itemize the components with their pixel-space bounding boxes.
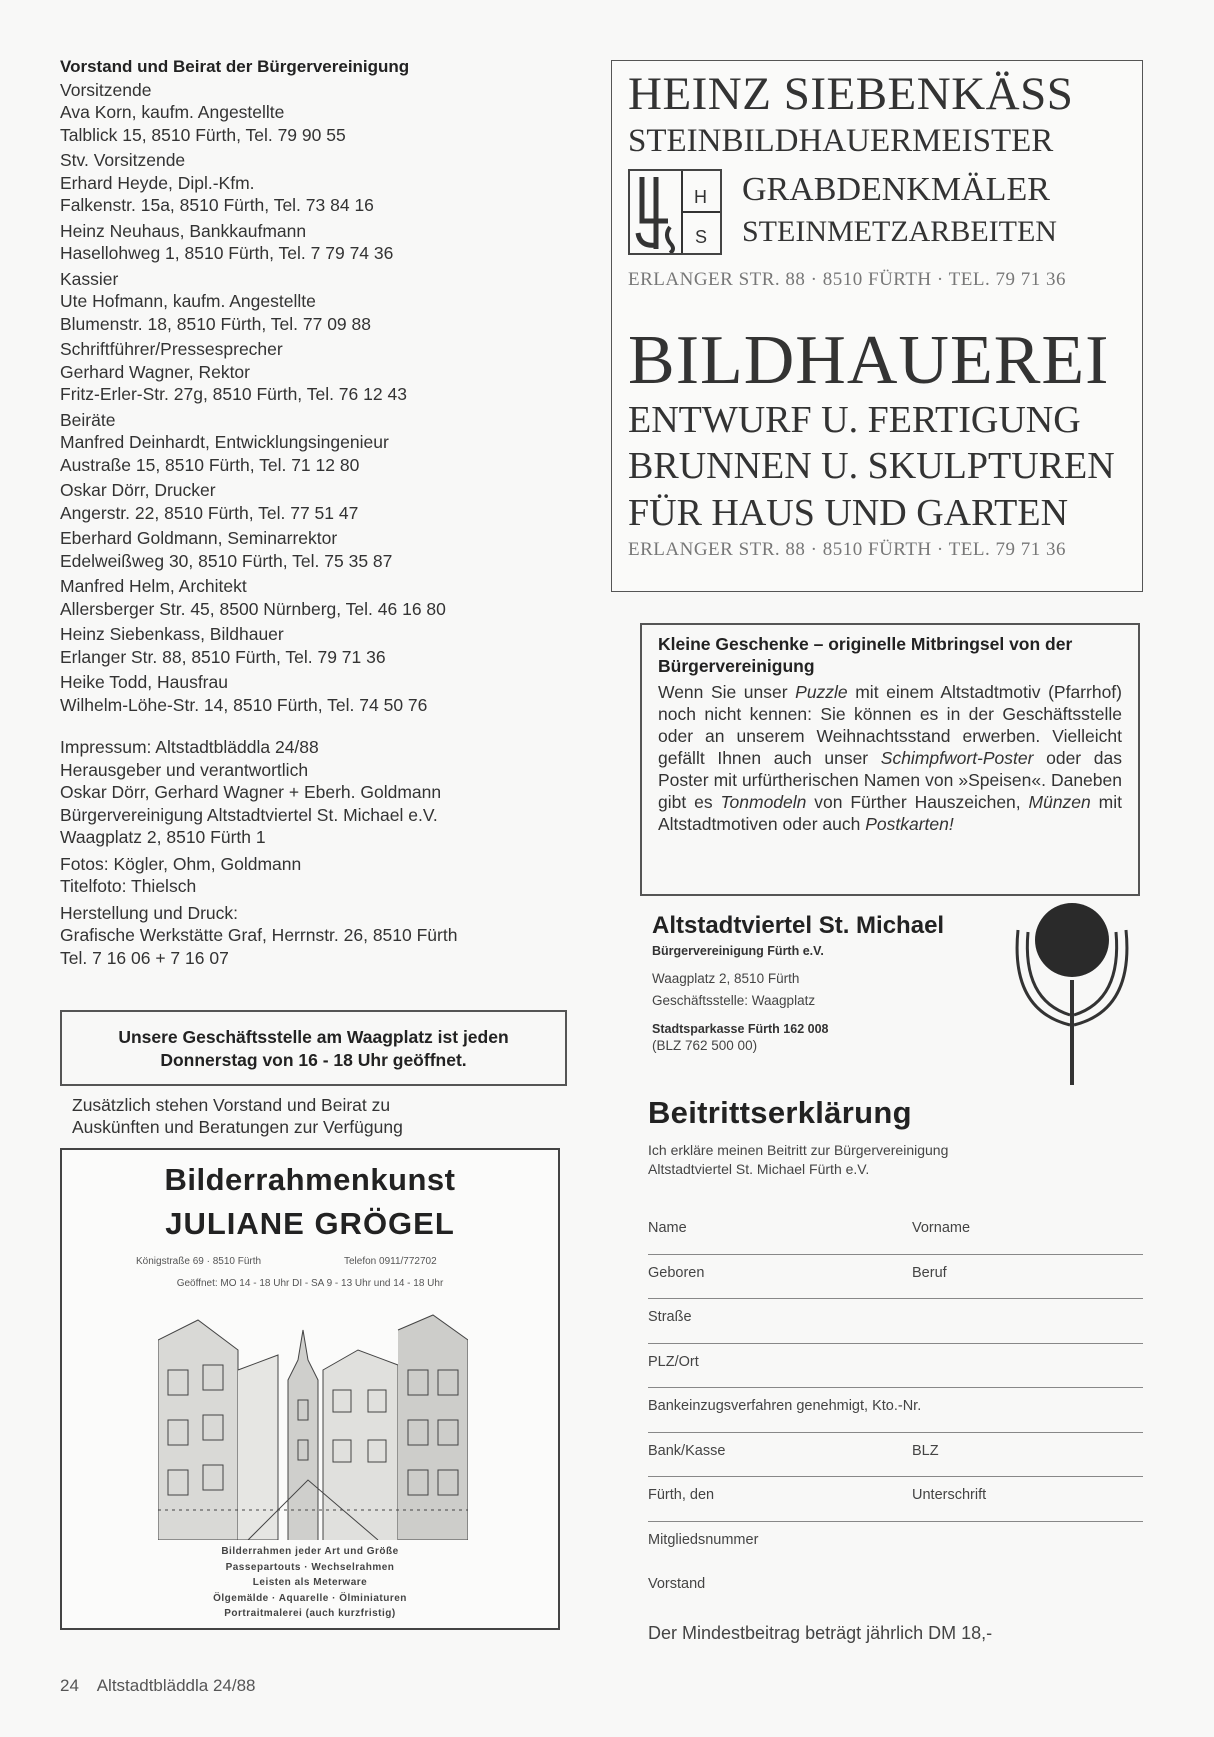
form-row-vorstand[interactable] — [648, 1566, 1143, 1611]
member-address: Hasellohweg 1, 8510 Fürth, Tel. 7 79 74 36 — [60, 243, 394, 263]
page-footer — [60, 1676, 256, 1696]
ad-line: BRUNNEN U. SKULPTUREN — [628, 445, 1115, 487]
association-logo-icon — [1010, 900, 1135, 1090]
impressum-line: Herstellung und Druck: — [60, 902, 238, 923]
member-address: Allersberger Str. 45, 8500 Nürnberg, Tel. 46 16 80 — [60, 598, 446, 619]
member-entry — [60, 338, 580, 406]
member-name: Heinz Siebenkass, Bildhauer — [60, 624, 284, 644]
membership-section — [648, 1095, 1148, 1179]
member-entry — [60, 575, 580, 620]
logo-letter-h: H — [694, 187, 707, 207]
impressum-line: Titelfoto: Thielsch — [60, 876, 197, 896]
member-role: Vorsitzende — [60, 79, 152, 100]
form-row-mitglied[interactable] — [648, 1522, 1143, 1567]
frame-shop-ad — [60, 1148, 560, 1630]
impressum-line: Waagplatz 2, 8510 Fürth 1 — [60, 827, 266, 847]
service-line: Passepartouts · Wechselrahmen — [225, 1561, 395, 1573]
member-role: Schriftführer/Pressesprecher — [60, 339, 283, 359]
member-entry — [60, 268, 580, 336]
member-address: Wilhelm-Löhe-Str. 14, 8510 Fürth, Tel. 74 50 76 — [60, 694, 428, 715]
member-address: Falkenstr. 15a, 8510 Fürth, Tel. 73 84 16 — [60, 195, 374, 215]
membership-title: Beitrittserklärung — [648, 1095, 912, 1130]
ad-services — [62, 1544, 558, 1622]
member-address: Austraße 15, 8510 Fürth, Tel. 71 12 80 — [60, 454, 360, 475]
association-subtitle: Bürgervereinigung Fürth e.V. — [652, 944, 824, 958]
association-blz: (BLZ 762 500 00) — [652, 1038, 758, 1053]
member-entry — [60, 527, 580, 572]
association-office: Geschäftsstelle: Waagplatz — [652, 993, 816, 1008]
minimum-fee: Der Mindestbeitrag beträgt jährlich DM 18,- — [648, 1623, 993, 1643]
form-row-geboren[interactable] — [648, 1255, 1143, 1300]
member-name: Ute Hofmann, kaufm. Angestellte — [60, 291, 316, 311]
member-name: Heike Todd, Hausfrau — [60, 672, 228, 692]
impressum-line: Tel. 7 16 06 + 7 16 07 — [60, 947, 229, 968]
strasse-field-label: Straße — [648, 1309, 692, 1325]
bankeinzug-field-label: Bankeinzugsverfahren genehmigt, Kto.-Nr. — [648, 1398, 922, 1414]
member-name: Oskar Dörr, Drucker — [60, 480, 216, 500]
membership-intro: Ich erkläre meinen Beitritt zur Bürgervereinigung Altstadtviertel St. Michael Fürth e.V. — [648, 1142, 949, 1177]
logo-letter-s: S — [695, 227, 708, 247]
member-address: Angerstr. 22, 8510 Fürth, Tel. 77 51 47 — [60, 502, 359, 523]
page-number: 24 — [60, 1676, 79, 1695]
impressum-line: Grafische Werkstätte Graf, Herrnstr. 26, 8510 Fürth — [60, 925, 458, 945]
beruf-field-label: Beruf — [912, 1264, 947, 1281]
member-address: Edelweißweg 30, 8510 Fürth, Tel. 75 35 87 — [60, 550, 393, 571]
member-address: Fritz-Erler-Str. 27g, 8510 Fürth, Tel. 76 12 43 — [60, 384, 407, 404]
member-entry — [60, 479, 580, 524]
member-address: Blumenstr. 18, 8510 Fürth, Tel. 77 09 88 — [60, 313, 371, 334]
publication-title: Altstadtbläddla 24/88 — [96, 1676, 256, 1695]
ad-phone: Telefon 0911/772702 — [344, 1256, 437, 1267]
board-heading: Vorstand und Beirat der Bürgervereinigung — [60, 57, 410, 76]
member-role: Beiräte — [60, 409, 116, 430]
service-line: Portraitmalerei (auch kurzfristig) — [224, 1608, 396, 1619]
ad-address: ERLANGER STR. 88 · 8510 FÜRTH · TEL. 79 71 36 — [628, 269, 1066, 290]
ad-address: ERLANGER STR. 88 · 8510 FÜRTH · TEL. 79 71 36 — [628, 539, 1066, 560]
ort-field-label: Fürth, den — [648, 1487, 715, 1503]
ad-line: GRABDENKMÄLER — [742, 171, 1050, 208]
association-title: Altstadtviertel St. Michael — [652, 912, 945, 939]
service-line: Ölgemälde · Aquarelle · Ölminiaturen — [213, 1592, 407, 1604]
member-name: Heinz Neuhaus, Bankkaufmann — [60, 220, 307, 241]
member-name: Manfred Helm, Architekt — [60, 576, 247, 596]
vorname-field-label: Vorname — [912, 1220, 971, 1236]
service-line: Leisten als Meterware — [252, 1577, 368, 1588]
ad-line: FÜR HAUS UND GARTEN — [628, 492, 1069, 534]
plz-field-label: PLZ/Ort — [648, 1353, 699, 1370]
member-address: Erlanger Str. 88, 8510 Fürth, Tel. 79 71 36 — [60, 646, 386, 667]
ad-line: STEINMETZARBEITEN — [742, 215, 1057, 248]
hs-logo — [628, 169, 722, 255]
member-entry — [60, 409, 580, 477]
ad-owner: JULIANE GRÖGEL — [165, 1206, 455, 1241]
member-address: Talblick 15, 8510 Fürth, Tel. 79 90 55 — [60, 124, 346, 145]
ad-company-name: HEINZ SIEBENKÄSS — [628, 68, 1074, 120]
form-row-bank[interactable] — [648, 1433, 1143, 1478]
member-role: Kassier — [60, 268, 119, 289]
ad-trade: STEINBILDHAUERMEISTER — [628, 123, 1054, 159]
ad-headline: BILDHAUEREI — [628, 322, 1110, 399]
ad-title: Bilderrahmenkunst — [164, 1162, 456, 1197]
geboren-field-label: Geboren — [648, 1264, 705, 1281]
impressum-line: Fotos: Kögler, Ohm, Goldmann — [60, 853, 302, 874]
gifts-box — [640, 623, 1140, 896]
bank-field-label: Bank/Kasse — [648, 1442, 726, 1459]
member-entry — [60, 671, 580, 716]
form-row-bankeinzug[interactable] — [648, 1388, 1143, 1433]
form-row-plz[interactable] — [648, 1344, 1143, 1389]
note-line: Zusätzlich stehen Vorstand und Beirat zu — [72, 1095, 391, 1115]
ad-hours: Geöffnet: MO 14 - 18 Uhr DI - SA 9 - 13 Uhr und 14 - 18 Uhr — [176, 1278, 444, 1289]
name-field-label: Name — [648, 1220, 687, 1236]
impressum-line: Oskar Dörr, Gerhard Wagner + Eberh. Goldmann — [60, 782, 442, 802]
association-info — [652, 912, 1032, 1053]
notice-line: Donnerstag von 16 - 18 Uhr geöffnet. — [160, 1050, 467, 1070]
impressum-line: Herausgeber und verantwortlich — [60, 759, 309, 780]
impressum-line: Impressum: Altstadtbläddla 24/88 — [60, 737, 319, 757]
notice-line: Unsere Geschäftsstelle am Waagplatz ist jeden — [118, 1027, 509, 1047]
street-sketch-illustration — [158, 1310, 468, 1540]
office-hours-notice — [60, 1010, 567, 1086]
form-row-ort[interactable] — [648, 1477, 1143, 1522]
member-entry — [60, 149, 580, 217]
impressum-line: Bürgervereinigung Altstadtviertel St. Michael e.V. — [60, 804, 438, 825]
member-entry — [60, 623, 580, 668]
form-row-name[interactable] — [648, 1210, 1143, 1255]
ad-line: ENTWURF U. FERTIGUNG — [628, 399, 1081, 441]
membership-form — [648, 1210, 1143, 1611]
vorstand-field-label: Vorstand — [648, 1576, 706, 1592]
member-entry — [60, 79, 580, 147]
association-address: Waagplatz 2, 8510 Fürth — [652, 971, 800, 986]
impressum — [60, 736, 580, 969]
service-line: Bilderrahmen jeder Art und Größe — [221, 1546, 399, 1557]
ad-address: Königstraße 69 · 8510 Fürth — [136, 1256, 262, 1267]
unterschrift-field-label: Unterschrift — [912, 1487, 987, 1503]
gifts-heading: Kleine Geschenke – originelle Mitbringsel von der Bürgervereinigung — [658, 634, 1073, 676]
hs-logo-icon — [630, 171, 720, 253]
association-bank: Stadtsparkasse Fürth 162 008 — [652, 1022, 829, 1036]
blz-field-label: BLZ — [912, 1442, 939, 1459]
member-name: Manfred Deinhardt, Entwicklungsingenieur — [60, 432, 389, 452]
member-name: Erhard Heyde, Dipl.-Kfm. — [60, 172, 255, 193]
stonemason-ad — [611, 60, 1143, 592]
form-row-strasse[interactable] — [648, 1299, 1143, 1344]
board-list — [60, 56, 580, 973]
member-name: Gerhard Wagner, Rektor — [60, 361, 250, 382]
consultation-note — [72, 1094, 552, 1138]
member-entry — [60, 220, 580, 265]
member-role: Stv. Vorsitzende — [60, 150, 186, 170]
member-name: Ava Korn, kaufm. Angestellte — [60, 102, 285, 122]
note-line: Auskünften und Beratungen zur Verfügung — [72, 1117, 403, 1137]
member-name: Eberhard Goldmann, Seminarrektor — [60, 528, 338, 548]
mitglied-field-label: Mitgliedsnummer — [648, 1531, 759, 1548]
gifts-text: Wenn Sie unser Puzzle mit einem Altstadtmotiv (Pfarrhof) noch nicht kennen: Sie können es in der Geschäftsstelle oder an unserem Weihnachtsstand erwerben. Vielleicht gefällt Ihnen auch unser Schimpfwort-Poster oder das Poster mit urfürtherischen Namen von »Speisen«. Daneben gibt es Tonmodeln von Fürther Hauszeichen, Münzen mit Altstadtmotiven oder auch Postkarten! — [658, 682, 1122, 834]
